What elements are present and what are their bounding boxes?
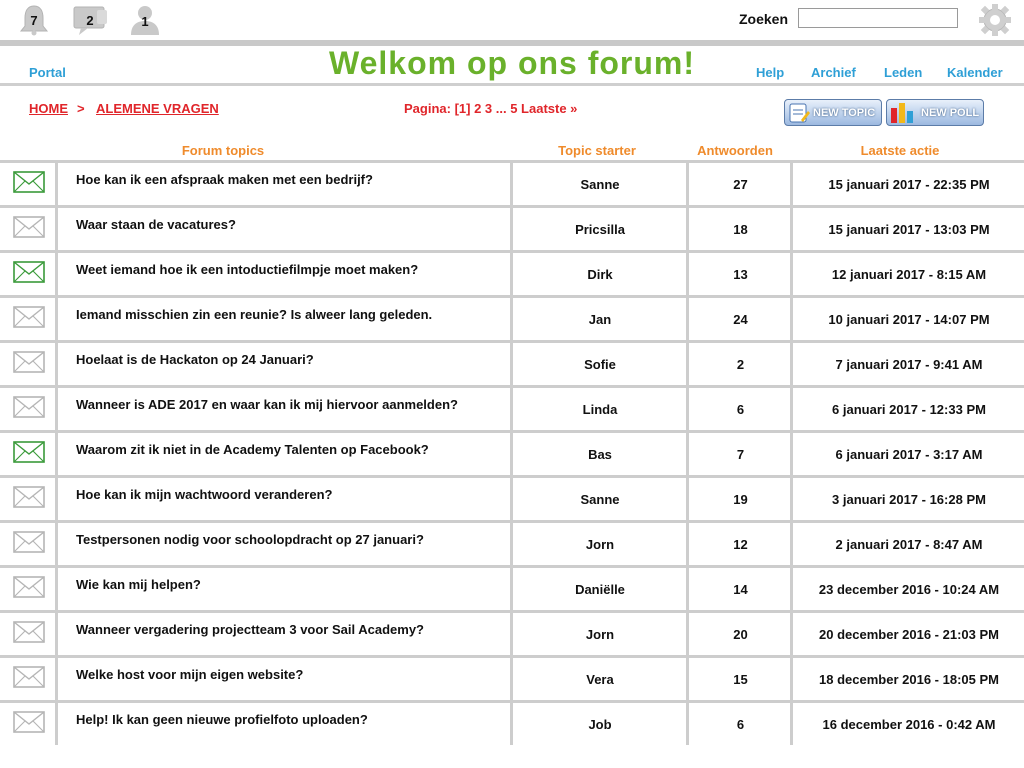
table-row[interactable] [0, 655, 1024, 700]
table-row[interactable] [0, 430, 1024, 475]
last-action: 20 december 2016 - 21:03 PM [819, 627, 999, 642]
new-poll-button[interactable] [886, 99, 984, 126]
answer-count: 2 [736, 357, 745, 372]
topic-starter[interactable]: Jorn [585, 627, 615, 642]
column-divider [55, 658, 58, 700]
last-action: 15 januari 2017 - 13:03 PM [828, 222, 990, 237]
notification-messages[interactable] [73, 4, 107, 36]
table-row[interactable] [0, 340, 1024, 385]
notepad-icon [788, 102, 810, 124]
last-action: 6 januari 2017 - 12:33 PM [832, 402, 986, 417]
nav-kalender[interactable]: Kalender [947, 65, 1003, 80]
pagination[interactable]: Pagina: [1] 2 3 ... 5 Laatste » [404, 101, 578, 116]
notification-bell[interactable] [17, 4, 51, 36]
portal-link[interactable]: Portal [29, 65, 66, 80]
column-header-starter: Topic starter [558, 143, 636, 158]
envelope-icon [13, 351, 45, 373]
envelope-icon [13, 486, 45, 508]
table-row[interactable] [0, 160, 1024, 205]
table-row[interactable] [0, 250, 1024, 295]
topic-title-link[interactable]: Waarom zit ik niet in de Academy Talenten op Facebook? [76, 442, 429, 457]
topic-starter[interactable]: Sanne [580, 492, 620, 507]
column-divider [55, 343, 58, 385]
answer-count: 20 [733, 627, 748, 642]
envelope-icon [13, 621, 45, 643]
table-row[interactable] [0, 295, 1024, 340]
topic-starter[interactable]: Dirk [587, 267, 613, 282]
column-header-answers: Antwoorden [697, 143, 773, 158]
topic-starter[interactable]: Jorn [585, 537, 615, 552]
table-row[interactable] [0, 610, 1024, 655]
answer-count: 6 [736, 717, 745, 732]
unread-envelope-icon [13, 261, 45, 283]
column-divider [55, 388, 58, 430]
topic-title-link[interactable]: Wie kan mij helpen? [76, 577, 201, 592]
topic-starter[interactable]: Daniëlle [575, 582, 625, 597]
answer-count: 24 [733, 312, 748, 327]
topic-title-link[interactable]: Testpersonen nodig voor schoolopdracht op 27 januari? [76, 532, 424, 547]
breadcrumb-home[interactable]: HOME [29, 101, 68, 116]
topic-title-link[interactable]: Wanneer vergadering projectteam 3 voor Sail Academy? [76, 622, 424, 637]
last-action: 15 januari 2017 - 22:35 PM [828, 177, 990, 192]
answer-count: 12 [733, 537, 748, 552]
last-action: 7 januari 2017 - 9:41 AM [835, 357, 983, 372]
top-bar [0, 0, 1024, 40]
search-label: Zoeken [739, 11, 789, 27]
unread-envelope-icon [13, 171, 45, 193]
table-row[interactable] [0, 700, 1024, 745]
nav-help[interactable]: Help [756, 65, 785, 80]
column-divider [55, 568, 58, 610]
column-divider [55, 253, 58, 295]
column-divider [55, 703, 58, 745]
column-divider [55, 163, 58, 205]
answer-count: 19 [733, 492, 748, 507]
topic-starter[interactable]: Sofie [584, 357, 616, 372]
answer-count: 18 [733, 222, 748, 237]
gear-icon [978, 3, 1012, 37]
topic-starter[interactable]: Bas [588, 447, 612, 462]
topic-title-link[interactable]: Welke host voor mijn eigen website? [76, 667, 304, 682]
table-row[interactable] [0, 385, 1024, 430]
column-divider [55, 523, 58, 565]
header-divider [0, 83, 1024, 86]
breadcrumb-current[interactable]: ALEMENE VRAGEN [96, 101, 219, 116]
new-poll-label: NEW POLL [921, 107, 980, 119]
topic-title-link[interactable]: Hoelaat is de Hackaton op 24 Januari? [76, 352, 314, 367]
column-divider [55, 613, 58, 655]
answer-count: 14 [733, 582, 748, 597]
new-topic-button[interactable] [784, 99, 882, 126]
column-divider [55, 433, 58, 475]
topic-starter[interactable]: Jan [588, 312, 612, 327]
topic-title-link[interactable]: Hoe kan ik een afspraak maken met een bedrijf? [76, 172, 373, 187]
search-input[interactable] [798, 8, 958, 28]
messages-count: 2 [86, 13, 94, 28]
settings-button[interactable] [978, 3, 1012, 42]
envelope-icon [13, 711, 45, 733]
column-divider [55, 208, 58, 250]
friends-count: 1 [141, 14, 149, 29]
topic-starter[interactable]: Sanne [580, 177, 620, 192]
envelope-icon [13, 666, 45, 688]
breadcrumb-separator: > [77, 101, 85, 116]
envelope-icon [13, 576, 45, 598]
last-action: 6 januari 2017 - 3:17 AM [835, 447, 983, 462]
last-action: 16 december 2016 - 0:42 AM [822, 717, 996, 732]
topic-title-link[interactable]: Hoe kan ik mijn wachtwoord veranderen? [76, 487, 333, 502]
answer-count: 15 [733, 672, 748, 687]
column-divider [55, 478, 58, 520]
topic-starter[interactable]: Pricsilla [575, 222, 625, 237]
last-action: 18 december 2016 - 18:05 PM [819, 672, 999, 687]
poll-chart-icon [890, 102, 916, 124]
column-divider [55, 298, 58, 340]
envelope-icon [13, 216, 45, 238]
topic-title-link[interactable]: Iemand misschien zin een reunie? Is alweer lang geleden. [76, 307, 433, 322]
unread-envelope-icon [13, 441, 45, 463]
table-row[interactable] [0, 475, 1024, 520]
table-row[interactable] [0, 520, 1024, 565]
last-action: 2 januari 2017 - 8:47 AM [835, 537, 983, 552]
topic-title-link[interactable]: Wanneer is ADE 2017 en waar kan ik mij hiervoor aanmelden? [76, 397, 458, 412]
new-topic-label: NEW TOPIC [813, 107, 876, 119]
answer-count: 7 [736, 447, 745, 462]
last-action: 23 december 2016 - 10:24 AM [818, 582, 1000, 597]
column-header-topics: Forum topics [181, 143, 265, 158]
envelope-icon [13, 396, 45, 418]
answer-count: 13 [733, 267, 748, 282]
topic-starter[interactable]: Job [588, 717, 612, 732]
table-row[interactable] [0, 205, 1024, 250]
topic-starter[interactable]: Vera [586, 672, 614, 687]
column-header-last-action: Laatste actie [860, 143, 940, 158]
nav-archief[interactable]: Archief [811, 65, 856, 80]
topic-title-link[interactable]: Waar staan de vacatures? [76, 217, 236, 232]
answer-count: 27 [733, 177, 748, 192]
bell-count: 7 [30, 13, 38, 28]
envelope-icon [13, 306, 45, 328]
topic-starter[interactable]: Linda [582, 402, 618, 417]
notification-friends[interactable] [128, 4, 162, 36]
page-title: Welkom op ons forum! [328, 45, 696, 81]
envelope-icon [13, 531, 45, 553]
last-action: 10 januari 2017 - 14:07 PM [828, 312, 990, 327]
topic-title-link[interactable]: Weet iemand hoe ik een intoductiefilmpje moet maken? [76, 262, 419, 277]
topic-title-link[interactable]: Help! Ik kan geen nieuwe profielfoto uploaden? [76, 712, 368, 727]
last-action: 3 januari 2017 - 16:28 PM [832, 492, 986, 507]
last-action: 12 januari 2017 - 8:15 AM [831, 267, 987, 282]
answer-count: 6 [736, 402, 745, 417]
nav-leden[interactable]: Leden [884, 65, 923, 80]
table-row[interactable] [0, 565, 1024, 610]
